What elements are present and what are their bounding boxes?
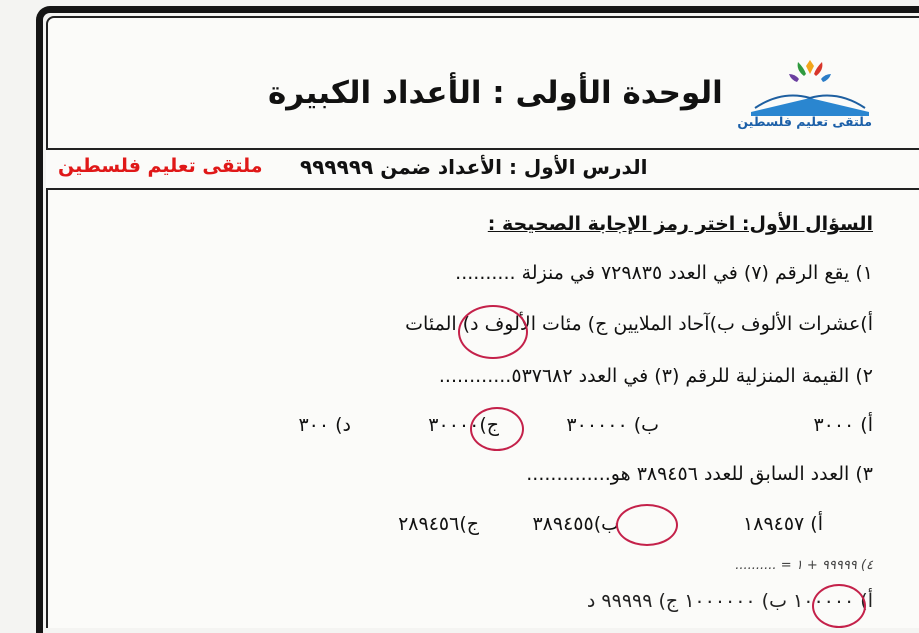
answer-circle-mark [458,305,528,359]
q3-option-c: ج)٢٨٩٤٥٦ [398,513,479,535]
logo-caption: ملتقى تعليم فلسطين [737,114,872,129]
question-heading: السؤال الأول: اختر رمز الإجابة الصحيحة : [487,213,873,235]
brand-text: ملتقى تعليم فلسطين [58,155,263,177]
answer-circle-mark [470,407,524,451]
lesson-title: الدرس الأول : الأعداد ضمن ٩٩٩٩٩٩ [300,155,648,179]
answer-circle-mark [812,584,866,628]
question-1-options: أ)عشرات الألوف ب)آحاد الملايين ج) مئات الألوف د) المئات [405,313,873,335]
answer-circle-mark [616,504,678,546]
question-3-stem: ٣) العدد السابق للعدد ٣٨٩٤٥٦ هو.............. [526,463,873,485]
q3-option-a: أ) ١٨٩٤٥٧ [743,513,823,535]
question-1-stem: ١) يقع الرقم (٧) في العدد ٧٢٩٨٣٥ في منزلة .......... [455,262,873,284]
handwritten-note: ٤) ٩٩٩٩٩ + ١ = .......... [735,558,873,573]
q3-option-b: ب)٣٨٩٤٥٥ [532,513,619,535]
question-2-stem: ٢) القيمة المنزلية للرقم (٣) في العدد ٥٣٧٦٨٢............ [438,365,873,387]
unit-title: الوحدة الأولى : الأعداد الكبيرة [268,75,723,111]
q2-option-b: ب) ٣٠٠٠٠٠ [566,414,659,436]
question-4-options-fragment: أ) ١٠٠٠٠٠ ب) ١٠٠٠٠٠٠ ج) ٩٩٩٩٩ د [586,590,873,612]
q2-option-a: أ) ٣٠٠٠ [813,414,873,436]
q2-option-c: ج)٣٠٠٠٠ [428,414,499,436]
q2-option-d: د) ٣٠٠ [298,414,351,436]
